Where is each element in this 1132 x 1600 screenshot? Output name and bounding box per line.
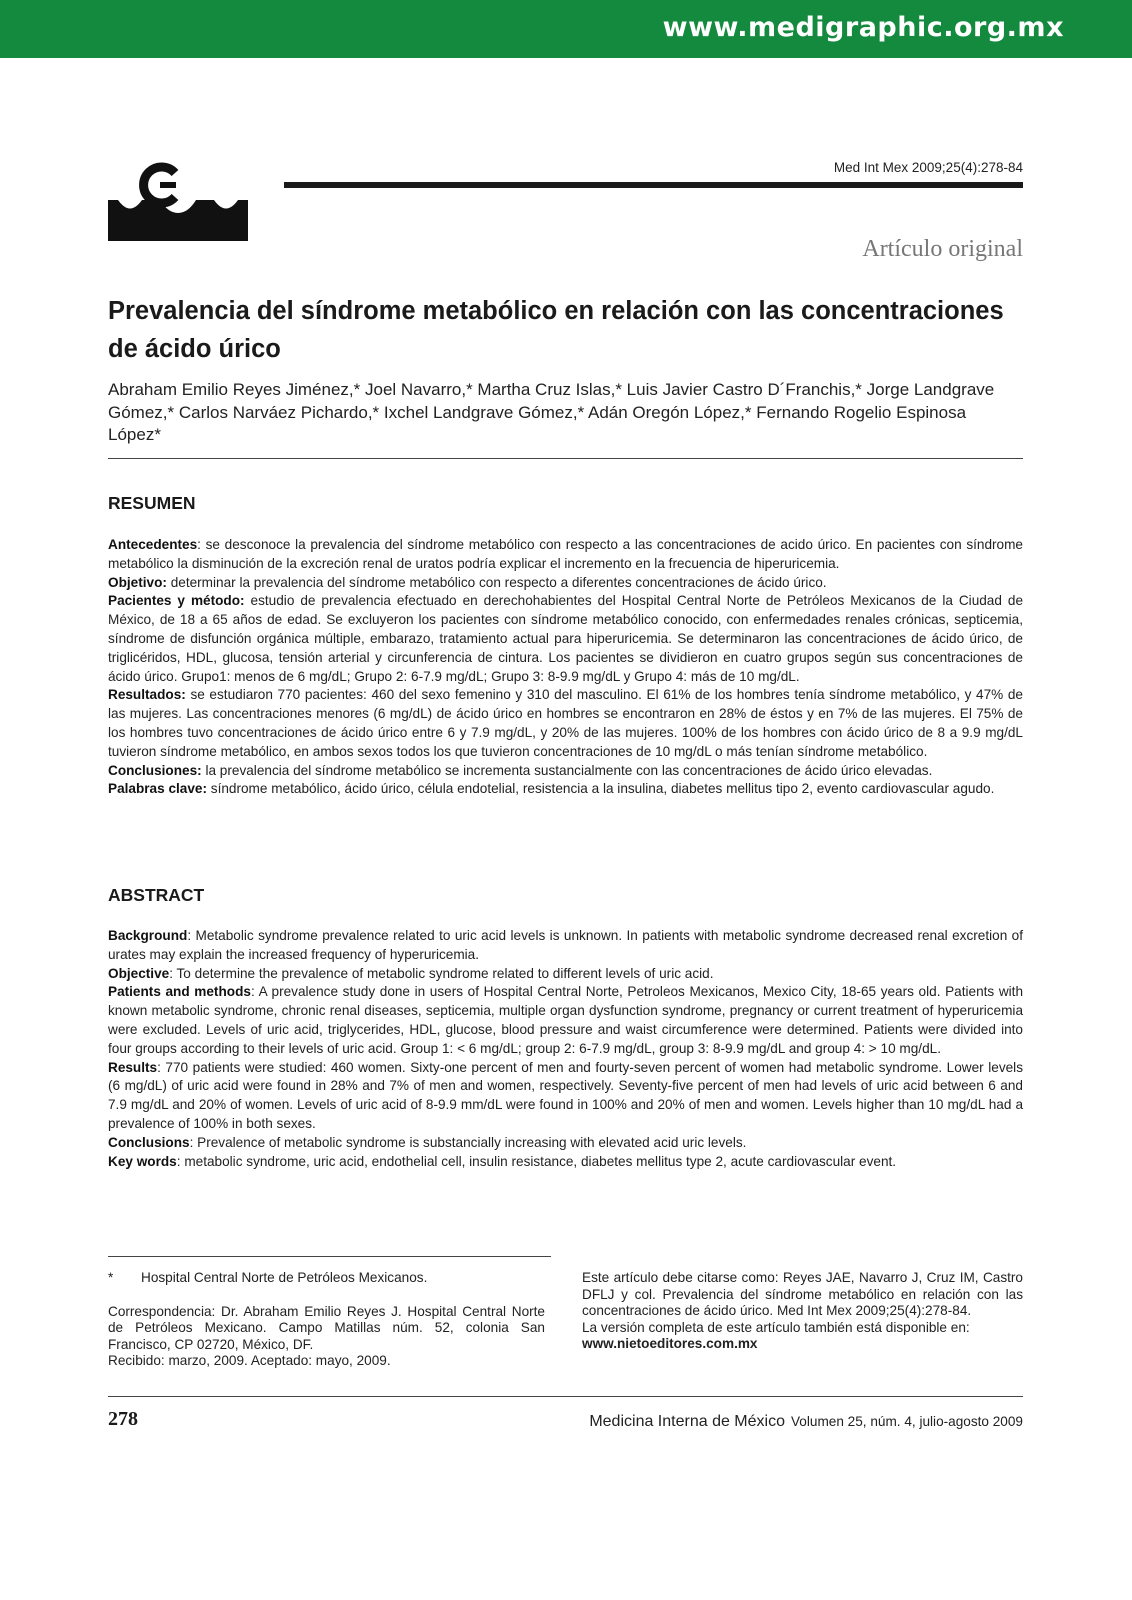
abstract-section-text: Prevalence of metabolic syndrome is substancially increasing with elevated acid uric levels. (197, 1134, 747, 1150)
resumen-section-label: Conclusiones: (108, 762, 202, 778)
resumen-section-label: Resultados: (108, 687, 186, 703)
abstract-section-label: Patients and methods (108, 984, 251, 1000)
resumen-paragraph: Antecedentes: se desconoce la prevalencia del síndrome metabólico con respecto a las concentraciones de acido úrico. En pacientes con síndrome metabólico la disminución de la excreción renal de uratos podría explicar el incremento en la frecuencia de hiperuricemia. (108, 537, 1023, 571)
abstract-section-text: Metabolic syndrome prevalence related to uric acid levels is unknown. In patients with metabolic syndrome decreased renal excretion of urates may explain the increased frequency of hyperuricemia. (108, 928, 1024, 962)
journal-name: Medicina Interna de México (589, 1413, 785, 1430)
footer-rule (108, 1396, 1023, 1397)
footnote-rule (108, 1256, 551, 1257)
journal-logo-icon (108, 157, 248, 241)
abstract-paragraph: Results: 770 patients were studied: 460 women. Sixty-one percent of men and fourty-seven percent of women had metabolic syndrome. Lower levels (6 mg/dL) of uric acid were found in 28% and 7% of men and women, respectively. Seventy-five percent of men had levels of uric acid between 6 and 7.9 mg/dL and 20% of women. Levels of uric acid of 8-9.9 mm/dL were found in 100% and 20% of men and women. Levels higher than 10 mg/dL had a prevalence of 100% in both sexes. (108, 1059, 1023, 1131)
abstract-section-label: Objective (108, 965, 170, 981)
abstract-paragraph: Key words: metabolic syndrome, uric acid, endothelial cell, insulin resistance, diabetes mellitus type 2, acute cardiovascular event. (108, 1153, 897, 1169)
publisher-link[interactable]: www.nietoeditores.com.mx (582, 1336, 758, 1352)
resumen-section-text: determinar la prevalencia del síndrome metabólico con respecto a diferentes concentraciones de ácido úrico. (170, 574, 827, 590)
abstract-section-label: Background (108, 928, 188, 943)
abstract-heading: ABSTRACT (108, 885, 205, 905)
affiliation-note: * Hospital Central Norte de Petróleos Mexicanos. (108, 1270, 428, 1285)
resumen-section-text: se desconoce la prevalencia del síndrome metabólico con respecto a las concentraciones de acido úrico. En pacientes con síndrome metabólico la disminución de la excreción renal de uratos podría explicar el incremento en la frecuencia de hiperuricemia. (108, 537, 1023, 571)
abstract-section-text: To determine the prevalence of metabolic syndrome related to different levels of uric acid. (176, 965, 714, 981)
resumen-section-text: se estudiaron 770 pacientes: 460 del sexo femenino y 310 del masculino. El 61% de los hombres tenía síndrome metabólico, y 47% de las mujeres. Las concentraciones menores (6 mg/dL) de ácido úrico en hombres se encontraron en 28% de éstos y en 7% de las mujeres. El 75% de los hombres tuvo concentraciones de ácido úrico entre 6 y 7.9 mg/dL, y 20% de las mujeres. 100% de los hombres con ácido úrico de 8 a 9.9 mg/dL tuvieron síndrome metabólico, en ambos sexos todos los que tuvieron concentraciones de 10 mg/dL o más tenían síndrome metabólico. (108, 687, 1023, 759)
abstract-paragraph: Objective: To determine the prevalence of metabolic syndrome related to different levels of uric acid. (108, 965, 714, 981)
received-note: Recibido: marzo, 2009. Aceptado: mayo, 2009. (108, 1353, 391, 1369)
article-type: Artículo original (862, 236, 1023, 262)
resumen-section-label: Palabras clave: (108, 781, 207, 797)
resumen-paragraph (108, 592, 1023, 686)
abstract-paragraph: Patients and methods: A prevalence study done in users of Hospital Central Norte, Petroleos Mexicanos, Mexico City, 18-65 years old. Patients with known metabolic syndrome, chronic renal diseases, septicemia, multiple organ dysfunction syndrome, pregnancy or current treatment of hyperuricemia were excluded. Levels of uric acid, triglycerides, HDL, glucose, blood pressure and waist circumference were determined. Patients were divided into four groups according to their levels of uric acid. Group 1: < 6 mg/dL; group 2: 6-7.9 mg/dL, group 3: 8-9.9 mg/dL and group 4: > 10 mg/dL. (108, 984, 1024, 1056)
abstract-section-label: Key words (108, 1153, 177, 1169)
abstract-paragraph: Background: Metabolic syndrome prevalence related to uric acid levels is unknown. In patients with metabolic syndrome decreased renal excretion of urates may explain the increased frequency of hyperuricemia. (108, 928, 1024, 962)
abstract-section-label: Conclusions (108, 1134, 190, 1150)
page-number: 278 (108, 1408, 138, 1430)
authors-divider (108, 458, 1023, 459)
cite-as-note: Este artículo debe citarse como: Reyes JAE, Navarro J, Cruz IM, Castro DFLJ y col. Prevalencia del síndrome metabólico en relación con las concentraciones de ácido úrico. Med Int Mex 2009;25(4):278-84. (582, 1270, 1023, 1319)
resumen-body (108, 536, 1023, 799)
citation-reference: Med Int Mex 2009;25(4):278-84 (833, 160, 1023, 175)
abstract-paragraph: Conclusions: Prevalence of metabolic syndrome is substancially increasing with elevated acid uric levels. (108, 1134, 747, 1150)
abstract-section-text: 770 patients were studied: 460 women. Sixty-one percent of men and fourty-seven percent of women had metabolic syndrome. Lower levels (6 mg/dL) of uric acid were found in 28% and 7% of men and women, respectively. Seventy-five percent of men had levels of uric acid between 6 and 7.9 mg/dL and 20% of women. Levels of uric acid of 8-9.9 mm/dL were found in 100% and 20% of men and women. Levels higher than 10 mg/dL had a prevalence of 100% in both sexes. (108, 1059, 1023, 1131)
resumen-paragraph (108, 574, 1023, 593)
article-title: Prevalencia del síndrome metabólico en relación con las concentraciones de ácido úrico (108, 297, 1004, 363)
top-banner (0, 0, 1132, 58)
resumen-heading: RESUMEN (108, 493, 196, 513)
author-list: Abraham Emilio Reyes Jiménez,* Joel Navarro,* Martha Cruz Islas,* Luis Javier Castro D´Franchis,* Jorge Landgrave Gómez,* Carlos Narváez Pichardo,* Ixchel Landgrave Gómez,* Adán Oregón López,* Fernando Rogelio Espinosa López* (108, 380, 995, 444)
resumen-section-label: Antecedentes (108, 537, 198, 552)
resumen-section-text: estudio de prevalencia efectuado en derechohabientes del Hospital Central Norte de Petróleos Mexicanos de la Ciudad de México, de 18 a 65 años de edad. Se excluyeron los pacientes con síndrome metabólico conocido, con enfermedades renales crónicas, septicemia, síndrome de disfunción orgánica múltiple, embarazo, tratamiento actual para hiperuricemia. Se determinaron las concentraciones de ácido úrico, de triglicéridos, HDL, glucosa, tensión arterial y circunferencia de cintura. Los pacientes se dividieron en cuatro grupos según sus concentraciones de ácido úrico. Grupo1: menos de 6 mg/dL; Grupo 2: 6-7.9 mg/dL; Grupo 3: 8-9.9 mg/dL y Grupo 4: más de 10 mg/dL. (108, 593, 1024, 684)
resumen-section-label: Objetivo: (108, 574, 167, 590)
abstract-section-label: Results (108, 1059, 158, 1075)
journal-volume: Volumen 25, núm. 4, julio-agosto 2009 (790, 1414, 1023, 1429)
resumen-paragraph (108, 780, 1023, 799)
resumen-section-label: Pacientes y método: (108, 593, 245, 609)
header-rule (284, 182, 1023, 188)
abstract-section-text: metabolic syndrome, uric acid, endothelial cell, insulin resistance, diabetes mellitus type 2, acute cardiovascular event. (184, 1153, 897, 1169)
resumen-section-text: síndrome metabólico, ácido úrico, célula endotelial, resistencia a la insulina, diabetes mellitus tipo 2, evento cardiovascular agudo. (210, 781, 995, 797)
resumen-paragraph (108, 686, 1023, 761)
resumen-section-text: la prevalencia del síndrome metabólico se incrementa sustancialmente con las concentraciones de ácido úrico elevadas. (205, 762, 933, 778)
correspondence-note: Correspondencia: Dr. Abraham Emilio Reyes J. Hospital Central Norte de Petróleos Mexicano. Campo Matillas núm. 52, colonia San Francisco, CP 02720, México, DF. (108, 1303, 545, 1352)
abstract-section-text: A prevalence study done in users of Hospital Central Norte, Petroleos Mexicanos, Mexico City, 18-65 years old. Patients with known metabolic syndrome, chronic renal diseases, septicemia, multiple organ dysfunction syndrome, pregnancy or current treatment of hyperuricemia were excluded. Levels of uric acid, triglycerides, HDL, glucose, blood pressure and waist circumference were determined. Patients were divided into four groups according to their levels of uric acid. Group 1: < 6 mg/dL; group 2: 6-7.9 mg/dL, group 3: 8-9.9 mg/dL and group 4: > 10 mg/dL. (108, 984, 1024, 1056)
resumen-paragraph (108, 762, 1023, 781)
footnote-left (108, 1270, 545, 1370)
site-url-link[interactable]: www.medigraphic.org.mx (662, 12, 1064, 43)
footnote-right (582, 1270, 1023, 1353)
journal-footer (589, 1413, 1023, 1431)
abstract-body (108, 927, 1023, 1171)
availability-note: La versión completa de este artículo también está disponible en: (582, 1319, 970, 1335)
